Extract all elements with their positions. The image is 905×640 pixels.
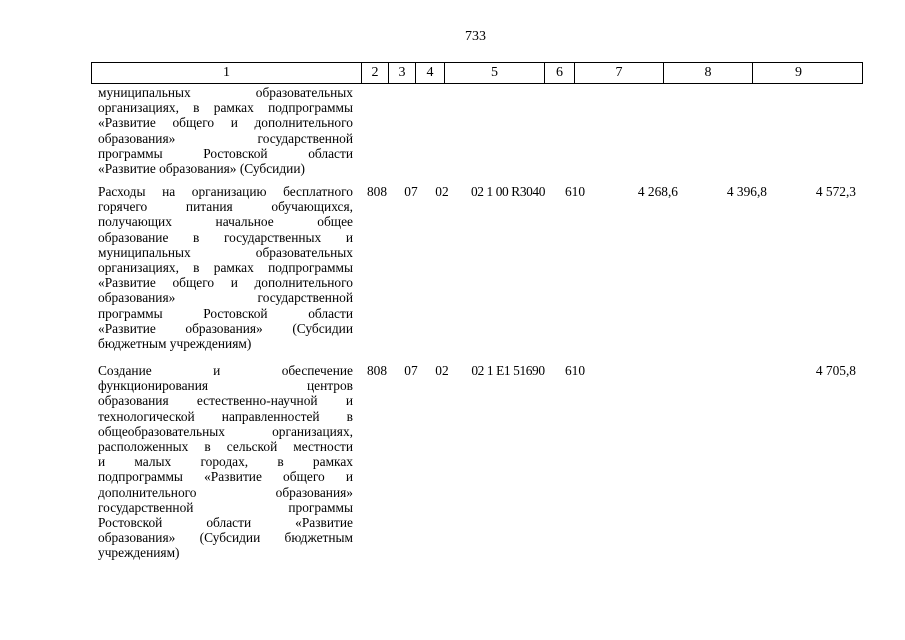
description-line: Ростовской области «Развитие <box>98 515 353 531</box>
row-description <box>98 85 353 176</box>
header-col-8: 8 <box>664 63 753 83</box>
description-line: Расходы на организацию бесплатного <box>98 184 353 199</box>
description-line: и малых городах, в рамках <box>98 454 353 470</box>
section-code: 07 <box>404 184 418 199</box>
description-line: расположенных в сельской местности <box>98 439 353 455</box>
header-col-7: 7 <box>575 63 664 83</box>
description-line: образования» государственной <box>98 130 353 146</box>
header-col-2: 2 <box>362 63 389 83</box>
description-line: общеобразовательных организациях, <box>98 423 353 439</box>
expense-type-code: 610 <box>564 184 586 199</box>
description-line: организациях, в рамках подпрограммы <box>98 260 353 276</box>
description-line: «Развитие образования» (Субсидии <box>98 320 353 336</box>
header-col-4: 4 <box>416 63 445 83</box>
description-line: программы Ростовской области <box>98 145 353 161</box>
page-number: 733 <box>465 29 486 44</box>
row-description <box>98 184 353 351</box>
amount-year-3: 4 705,8 <box>815 363 856 378</box>
description-line: образования» (Субсидии бюджетным <box>98 530 353 546</box>
header-col-9: 9 <box>795 65 802 80</box>
target-code: 02 1 00 R3040 <box>470 184 546 199</box>
description-line: организациях, в рамках подпрограммы <box>98 100 353 116</box>
description-line: образования» государственной <box>98 290 353 306</box>
row-description <box>98 363 353 561</box>
header-col-5: 5 <box>445 63 545 83</box>
header-col-6: 6 <box>545 63 575 83</box>
amount-year-2: 4 396,8 <box>726 184 767 199</box>
description-line: программы Ростовской области <box>98 305 353 321</box>
description-line: государственной программы <box>98 499 353 515</box>
description-line: образования естественно-научной и <box>98 393 353 409</box>
header-col-1: 1 <box>92 63 362 83</box>
description-line: образование в государственных и <box>98 229 353 245</box>
admin-code: 808 <box>366 184 388 199</box>
section-code: 07 <box>404 363 418 378</box>
amount-year-1: 4 268,6 <box>637 184 678 199</box>
description-line: «Развитие общего и дополнительного <box>98 115 353 131</box>
description-line: Создание и обеспечение <box>98 363 353 378</box>
description-line: муниципальных образовательных <box>98 85 353 100</box>
subsection-code: 02 <box>435 184 449 199</box>
amount-year-3: 4 572,3 <box>815 184 856 199</box>
description-line: «Развитие общего и дополнительного <box>98 275 353 291</box>
table-header <box>91 62 863 84</box>
description-line: горячего питания обучающихся, <box>98 199 353 215</box>
description-line: подпрограммы «Развитие общего и <box>98 469 353 485</box>
expense-type-code: 610 <box>564 363 586 378</box>
description-line: «Развитие образования» (Субсидии) <box>98 161 305 177</box>
subsection-code: 02 <box>435 363 449 378</box>
description-line: муниципальных образовательных <box>98 244 353 260</box>
description-line: учреждениям) <box>98 545 180 561</box>
header-col-3: 3 <box>389 63 416 83</box>
description-line: получающих начальное общее <box>98 214 353 230</box>
target-code: 02 1 E1 51690 <box>471 363 545 378</box>
description-line: функционирования центров <box>98 378 353 394</box>
description-line: технологической направленностей в <box>98 408 353 424</box>
description-line: бюджетным учреждениям) <box>98 336 252 352</box>
description-line: дополнительного образования» <box>98 484 353 500</box>
admin-code: 808 <box>366 363 388 378</box>
